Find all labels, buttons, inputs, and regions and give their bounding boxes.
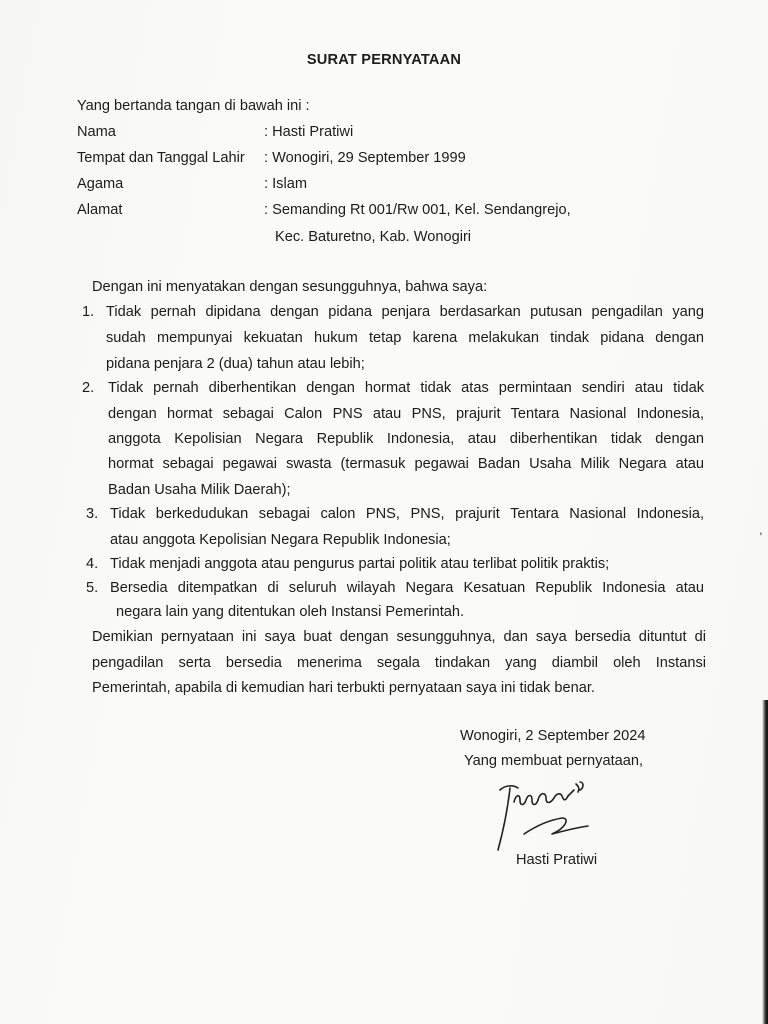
field-value-agama: : Islam [264, 176, 307, 192]
item-5-line-1: Bersedia ditempatkan di seluruh wilayah Negara Kesatuan Republik Indonesia atau [110, 580, 704, 596]
field-value-alamat-cont: Kec. Baturetno, Kab. Wonogiri [275, 229, 472, 245]
item-1-line-3: pidana penjara 2 (dua) tahun atau lebih; [106, 356, 365, 372]
field-value-ttl: : Wonogiri, 29 September 1999 [264, 150, 466, 166]
signer-name: Hasti Pratiwi [516, 852, 598, 868]
closing-line-1: Demikian pernyataan ini saya buat dengan sesungguhnya, dan saya bersedia dituntut di [92, 629, 706, 645]
field-value-nama: : Hasti Pratiwi [264, 124, 354, 140]
statement-intro: Dengan ini menyatakan dengan sesungguhnya, bahwa saya: [92, 279, 488, 295]
intro-text: Yang bertanda tangan di bawah ini : [77, 98, 310, 114]
field-value-alamat: : Semanding Rt 001/Rw 001, Kel. Sendangrejo, [264, 202, 571, 218]
field-label-alamat: Alamat [77, 202, 123, 218]
field-label-ttl: Tempat dan Tanggal Lahir [77, 150, 245, 166]
item-number-3: 3. [86, 506, 99, 522]
item-2-line-1: Tidak pernah diberhentikan dengan hormat tidak atas permintaan sendiri atau tidak [108, 380, 704, 396]
place-date: Wonogiri, 2 September 2024 [460, 728, 646, 744]
item-number-1: 1. [82, 304, 95, 320]
item-3-line-2: atau anggota Kepolisian Negara Republik Indonesia; [110, 532, 451, 548]
item-2-line-5: Badan Usaha Milik Daerah); [108, 482, 291, 498]
signer-caption: Yang membuat pernyataan, [464, 753, 644, 769]
item-number-5: 5. [86, 580, 99, 596]
field-label-nama: Nama [77, 124, 116, 140]
item-number-4: 4. [86, 556, 99, 572]
item-1-line-2: sudah mempunyai kekuatan hukum tetap karena melakukan tindak pidana dengan [106, 330, 704, 346]
handwritten-signature-icon [488, 776, 608, 856]
item-2-line-3: anggota Kepolisian Negara Republik Indonesia, atau diberhentikan tidak dengan [108, 431, 704, 447]
item-4-line-1: Tidak menjadi anggota atau pengurus partai politik atau terlibat politik praktis; [110, 556, 610, 572]
page-edge-shadow [762, 700, 768, 1024]
field-label-agama: Agama [77, 176, 124, 192]
item-2-line-4: hormat sebagai pegawai swasta (termasuk pegawai Badan Usaha Milik Negara atau [108, 456, 704, 472]
closing-line-2: pengadilan serta bersedia menerima segala tindakan yang diambil oleh Instansi [92, 655, 706, 671]
item-3-line-1: Tidak berkedudukan sebagai calon PNS, PNS, prajurit Tentara Nasional Indonesia, [110, 506, 704, 522]
item-5-line-2: negara lain yang ditentukan oleh Instansi Pemerintah. [116, 604, 465, 620]
item-number-2: 2. [82, 380, 95, 396]
closing-line-3: Pemerintah, apabila di kemudian hari terbukti pernyataan saya ini tidak benar. [92, 680, 595, 696]
edge-mark: ' [759, 530, 762, 544]
item-2-line-2: dengan hormat sebagai Calon PNS atau PNS, prajurit Tentara Nasional Indonesia, [108, 406, 704, 422]
document-title: SURAT PERNYATAAN [306, 52, 462, 68]
item-1-line-1: Tidak pernah dipidana dengan pidana penjara berdasarkan putusan pengadilan yang [106, 304, 704, 320]
